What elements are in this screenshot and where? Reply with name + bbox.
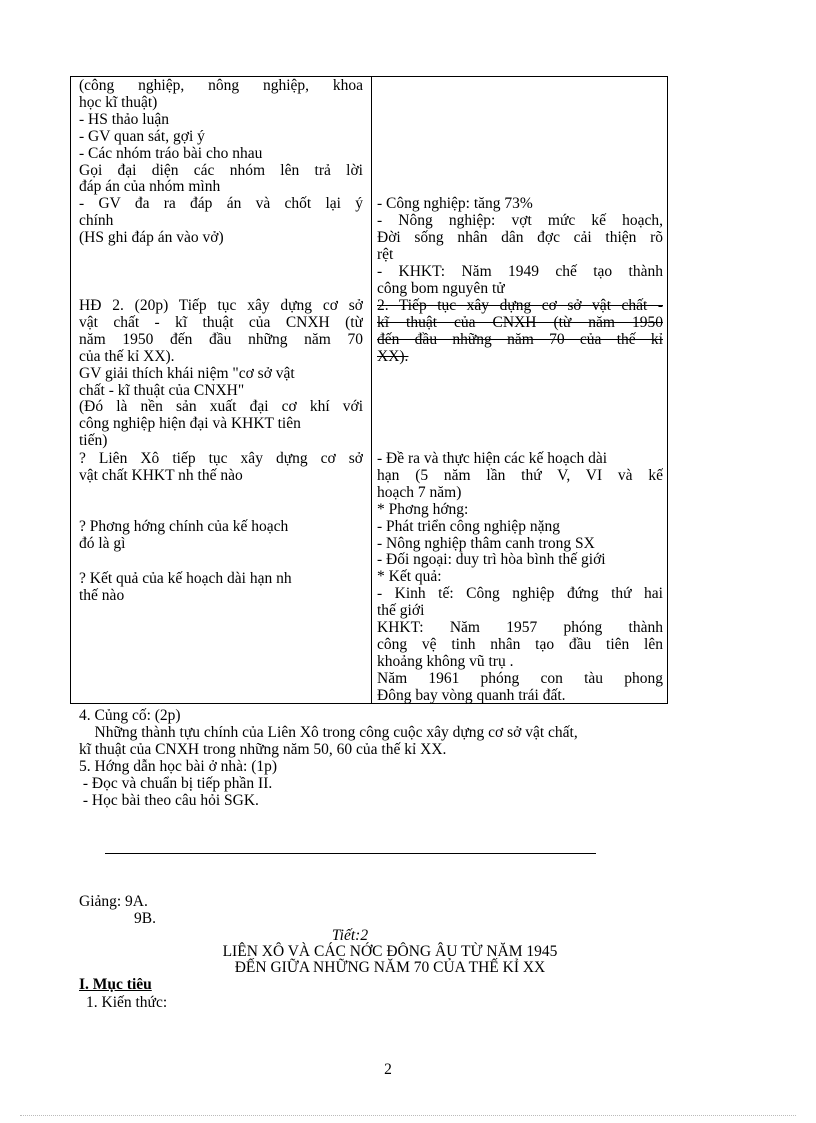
table-line: Gọi đại diện các nhóm lên trả lời	[79, 162, 363, 179]
section-2-heading	[377, 298, 663, 366]
table-line: - Đối ngoại: duy trì hòa bình thế giới	[377, 552, 606, 569]
content-cell-1	[377, 196, 663, 297]
table-line: học kĩ thuật)	[79, 94, 158, 111]
consolidation-text: Những thành tựu chính của Liên Xô trong công cuộc xây dựng cơ sở vật chất,	[79, 724, 578, 741]
consolidation-heading: 4. Củng cố: (2p)	[79, 707, 181, 724]
table-line: rệt	[377, 246, 394, 263]
table-line: ? Kết quả của kế hoạch dài hạn nh	[79, 571, 292, 587]
teaching-class-label: 9B.	[134, 910, 156, 927]
table-line: hạn (5 năm lần thứ V, VI và kế	[377, 467, 663, 484]
activity-cell-2	[79, 298, 363, 450]
table-line: - GV đa ra đáp án và chốt lại ý	[79, 196, 363, 213]
table-line: - Kinh tế: Công nghiệp đứng thứ hai	[377, 586, 663, 603]
table-line: * Kết quả:	[377, 569, 442, 586]
table-line: (công nghiệp, nông nghiệp, khoa	[79, 78, 363, 94]
table-line: - Các nhóm tráo bài cho nhau	[79, 145, 263, 162]
table-line: của thế kỉ XX).	[79, 348, 175, 365]
table-line: 2. Tiếp tục xây dựng cơ sở vật chất -	[377, 298, 663, 314]
question-1	[79, 451, 363, 485]
consolidation-text: kĩ thuật của CNXH trong những năm 50, 60 của thế kỉ XX.	[79, 741, 447, 758]
table-line: GV giải thích khái niệm "cơ sở vật	[79, 365, 295, 382]
table-line: năm 1950 đến đầu những năm 70	[79, 331, 363, 348]
table-line: tiến)	[79, 433, 108, 450]
lesson-title-line: LIÊN XÔ VÀ CÁC NỚC ĐÔNG ÂU TỪ NĂM 1945	[222, 943, 558, 960]
table-line: vật chất - kĩ thuật của CNXH (từ	[79, 314, 363, 331]
question-3	[79, 571, 363, 605]
table-line: XX).	[377, 348, 409, 365]
lesson-table	[70, 76, 668, 704]
table-line: - Phát triển công nghiệp nặng	[377, 518, 560, 535]
homework-item: - Đọc và chuẩn bị tiếp phần II.	[79, 775, 273, 792]
content-cell-3	[377, 451, 663, 705]
table-line: ? Phơng hớng chính của kế hoạch	[79, 519, 289, 535]
table-line: - HS thảo luận	[79, 111, 169, 128]
table-line: * Phơng hớng:	[377, 501, 469, 518]
teaching-class-label: Giảng: 9A.	[79, 893, 148, 910]
activity-cell-1	[79, 78, 363, 247]
homework-heading: 5. Hớng dẫn học bài ở nhà: (1p)	[79, 758, 278, 775]
lesson-number: Tiết:2	[331, 927, 369, 944]
table-line: Năm 1961 phóng con tàu phong	[377, 670, 663, 687]
separator-line	[105, 853, 596, 854]
homework-item: - Học bài theo câu hỏi SGK.	[79, 792, 259, 809]
table-line: KHKT: Năm 1957 phóng thành	[377, 620, 663, 637]
table-line: chất - kĩ thuật của CNXH"	[79, 382, 245, 399]
table-line: Đông bay vòng quanh trái đất.	[377, 687, 566, 704]
table-line: - KHKT: Năm 1949 chế tạo thành	[377, 263, 663, 280]
table-line: - Nông nghiệp thâm canh trong SX	[377, 535, 595, 552]
section-heading: I. Mục tiêu	[79, 976, 152, 993]
table-line: thế nào	[79, 587, 125, 604]
table-line: vật chất KHKT nh thế nào	[79, 467, 243, 484]
table-line: - Công nghiệp: tăng 73%	[377, 196, 533, 212]
table-line: - Nông nghiệp: vợt mức kế hoạch,	[377, 212, 663, 229]
subsection-heading: 1. Kiến thức:	[86, 994, 168, 1011]
table-line: - GV quan sát, gợi ý	[79, 128, 205, 145]
column-divider	[371, 77, 372, 703]
table-line: Đời sống nhân dân đợc cải thiện rõ	[377, 229, 663, 246]
table-line: đáp án của nhóm mình	[79, 179, 221, 196]
table-line: đến đầu những năm 70 của thế kỉ	[377, 331, 663, 348]
question-2	[79, 519, 363, 553]
table-line: - Đề ra và thực hiện các kế hoạch dài	[377, 451, 608, 467]
table-line: kĩ thuật của CNXH (từ năm 1950	[377, 314, 663, 331]
table-line: (HS ghi đáp án vào vở)	[79, 230, 224, 247]
table-line: đó là gì	[79, 535, 126, 552]
page-edge	[20, 1115, 796, 1116]
table-line: hoạch 7 năm)	[377, 484, 462, 501]
table-line: công bom nguyên tử	[377, 280, 505, 297]
table-line: (Đó là nền sản xuất đại cơ khí với	[79, 399, 363, 416]
table-line: công vệ tinh nhân tạo đầu tiên lên	[377, 636, 663, 653]
table-line: công nghiệp hiện đại và KHKT tiên	[79, 416, 301, 433]
table-line: khoảng không vũ trụ .	[377, 653, 514, 670]
table-line: chính	[79, 213, 114, 230]
page-number: 2	[384, 1061, 392, 1078]
lesson-title-line: ĐẾN GIỮA NHỮNG NĂM 70 CỦA THẾ KỈ XX	[234, 959, 546, 976]
table-line: thế giới	[377, 603, 425, 620]
table-line: ? Liên Xô tiếp tục xây dựng cơ sở	[79, 451, 363, 467]
lesson-title	[170, 944, 610, 976]
table-line: HĐ 2. (20p) Tiếp tục xây dựng cơ sở	[79, 298, 363, 314]
